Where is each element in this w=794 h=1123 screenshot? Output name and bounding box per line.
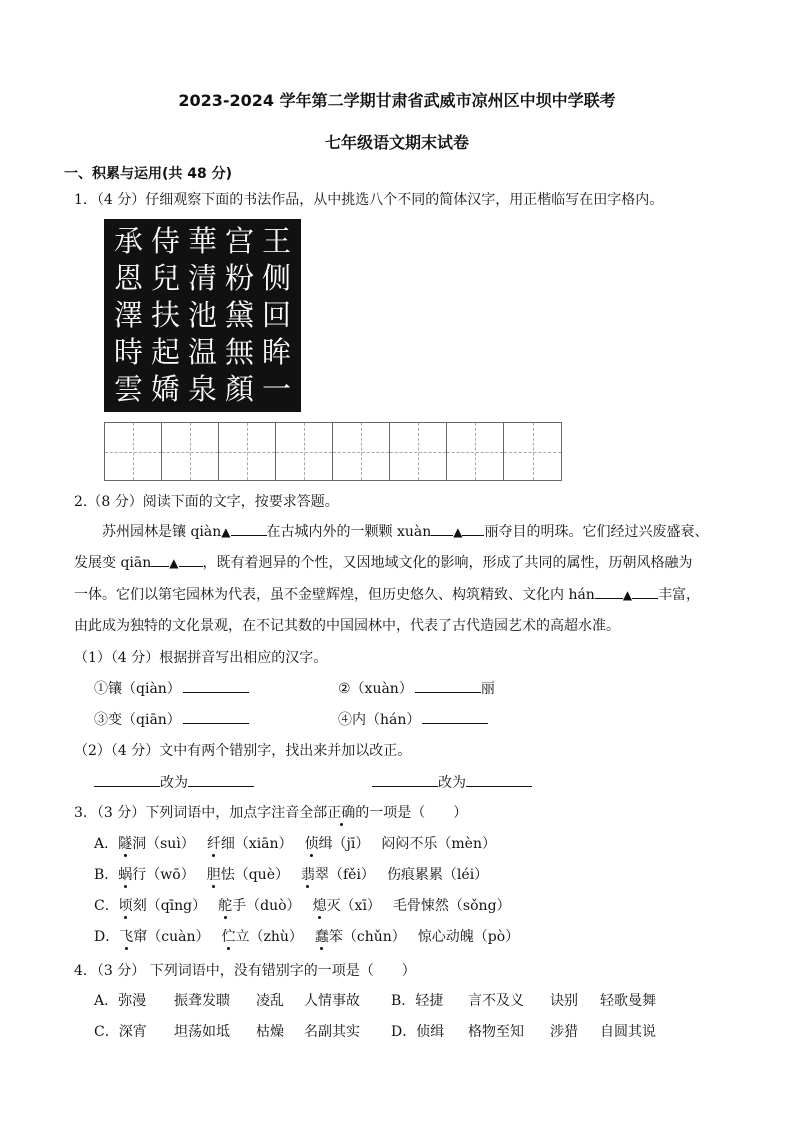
- q3-prompt: 3．（3 分）下列词语中，加点字注音全部正确的一项是（ ）: [74, 805, 468, 821]
- correction-pair-2: 改为: [372, 772, 532, 792]
- q3-option-c[interactable]: [94, 895, 511, 915]
- calligraphy-char: 顏: [224, 372, 254, 406]
- exam-title: 2023-2024 学年第二学期甘肃省武威市凉州区中坝中学联考: [178, 91, 616, 110]
- q2-item-1: ①镶（qiàn）: [94, 678, 249, 698]
- calligraphy-char: 起: [150, 335, 180, 369]
- option-word: 舵手（duò）: [218, 898, 301, 914]
- q4-option-item: 振聋发聩: [174, 993, 230, 1009]
- calligraphy-char: 澤: [114, 298, 144, 332]
- right-char-blank-2[interactable]: [466, 772, 532, 787]
- option-word: 飞窜（cuàn）: [119, 929, 210, 945]
- q2-sub2: （2）（4 分）文中有两个错别字，找出来并加以改正。: [74, 743, 412, 759]
- answer-blank-1[interactable]: [183, 678, 249, 693]
- option-label: C．: [94, 898, 119, 914]
- answer-blank-2[interactable]: [415, 678, 481, 693]
- calligraphy-char: 泉: [187, 372, 217, 406]
- option-word: 蜗行（wō）: [118, 867, 195, 883]
- option-word: 熄灭（xī）: [312, 898, 381, 914]
- calligraphy-image: [104, 219, 301, 412]
- calligraphy-char: 嬌: [150, 372, 180, 406]
- correction-pair-1: 改为: [94, 772, 254, 792]
- passage-line-1: 苏州园林是镶 qiàn▲ 在古城内外的一颗颗 xuàn ▲ 丽夺目的明珠。它们经过兴废盛衰、: [102, 521, 708, 541]
- passage-line-2: 发展变 qiān ▲ ，既有着迥异的个性，又因地域文化的影响，形成了共同的属性，历朝风格融为: [74, 552, 693, 572]
- calligraphy-char: 温: [187, 335, 217, 369]
- answer-blank-3[interactable]: [183, 709, 249, 724]
- answer-blank-4[interactable]: [422, 709, 488, 724]
- option-word: 伤痕累累（léi）: [386, 867, 489, 883]
- calligraphy-char: 侧: [261, 261, 291, 295]
- calligraphy-char: 承: [114, 224, 144, 258]
- q3-option-a[interactable]: [94, 833, 496, 853]
- q4-prompt: 4．（3 分） 下列词语中，没有错别字的一项是（ ）: [74, 963, 416, 979]
- calligraphy-char: 粉: [224, 261, 254, 295]
- calligraphy-row: [104, 260, 301, 297]
- q4-option-item: 自圆其说: [600, 1024, 656, 1040]
- calligraphy-char: 清: [187, 261, 217, 295]
- option-word: 翡翠（fěi）: [300, 867, 375, 883]
- q2-prompt: 2.（8 分）阅读下面的文字，按要求答题。: [74, 494, 339, 510]
- q3-option-d[interactable]: [94, 926, 519, 946]
- q4-option-item[interactable]: D．侦缉: [391, 1024, 445, 1040]
- calligraphy-char: 時: [114, 335, 144, 369]
- wrong-char-blank-2[interactable]: [372, 772, 438, 787]
- calligraphy-char: 王: [261, 224, 291, 258]
- q4-option-item: 轻歌曼舞: [600, 993, 656, 1009]
- grid-cell[interactable]: [504, 423, 561, 480]
- q4-option-item: 格物至知: [468, 1024, 524, 1040]
- q2-item-4: ④内（hán）: [338, 709, 488, 729]
- calligraphy-char: 恩: [114, 261, 144, 295]
- grid-cell[interactable]: [162, 423, 219, 480]
- q4-option-item[interactable]: C．深宵: [94, 1024, 147, 1040]
- grid-cell[interactable]: [105, 423, 162, 480]
- option-label: A．: [94, 836, 119, 852]
- q4-option-item: 诀别: [550, 993, 578, 1009]
- option-word: 毛骨悚然（sǒng）: [392, 898, 511, 914]
- grid-cell[interactable]: [390, 423, 447, 480]
- q4-option-item[interactable]: A．弥漫: [94, 993, 147, 1009]
- calligraphy-row: [104, 371, 301, 408]
- section-heading: 一、积累与运用(共 48 分): [64, 166, 233, 182]
- option-word: 纤细（xiān）: [206, 836, 293, 852]
- calligraphy-char: 兒: [150, 261, 180, 295]
- wrong-char-blank-1[interactable]: [94, 772, 160, 787]
- grid-cell[interactable]: [333, 423, 390, 480]
- q4-option-item: 言不及义: [468, 993, 524, 1009]
- option-word: 伫立（zhù）: [221, 929, 303, 945]
- calligraphy-char: 雲: [114, 372, 144, 406]
- calligraphy-char: 無: [224, 335, 254, 369]
- right-char-blank-1[interactable]: [188, 772, 254, 787]
- q4-option-item: 凌乱: [256, 993, 284, 1009]
- option-word: 侦缉（jī）: [304, 836, 370, 852]
- exam-subtitle: 七年级语文期末试卷: [324, 133, 469, 152]
- q4-option-item: 坦荡如坻: [174, 1024, 230, 1040]
- q1-prompt: 1．（4 分）仔细观察下面的书法作品，从中挑选八个不同的简体汉字，用正楷临写在田字格内。: [74, 192, 664, 208]
- calligraphy-char: 回: [261, 298, 291, 332]
- option-word: 顷刻（qīng）: [118, 898, 207, 914]
- tianzige-grid[interactable]: [104, 422, 562, 481]
- calligraphy-char: 華: [187, 224, 217, 258]
- option-word: 蠢笨（chǔn）: [314, 929, 406, 945]
- passage-line-4: 由此成为独特的文化景观，在不记其数的中国园林中，代表了古代造园艺术的高超水准。: [74, 618, 620, 634]
- grid-cell[interactable]: [447, 423, 504, 480]
- q4-option-item: 名副其实: [304, 1024, 360, 1040]
- calligraphy-row: [104, 334, 301, 371]
- calligraphy-row: [104, 297, 301, 334]
- option-word: 惊心动魄（pò）: [417, 929, 520, 945]
- option-word: 隧洞（suì）: [118, 836, 195, 852]
- q3-option-b[interactable]: [94, 864, 488, 884]
- calligraphy-char: 一: [261, 372, 291, 406]
- q4-option-item: 人情事故: [304, 993, 360, 1009]
- calligraphy-char: 黛: [224, 298, 254, 332]
- calligraphy-char: 侍: [150, 224, 180, 258]
- calligraphy-row: [104, 223, 301, 260]
- calligraphy-char: 扶: [150, 298, 180, 332]
- option-label: D．: [94, 929, 120, 945]
- option-word: 闷闷不乐（mèn）: [381, 836, 496, 852]
- calligraphy-char: 池: [187, 298, 217, 332]
- q4-option-item: 涉猎: [550, 1024, 578, 1040]
- q2-item-3: ③变（qiān）: [94, 709, 249, 729]
- q2-item-2: ②（xuàn） 丽: [338, 678, 495, 698]
- calligraphy-char: 宫: [224, 224, 254, 258]
- q4-option-item: 枯燥: [256, 1024, 284, 1040]
- option-word: 胆怯（què）: [206, 867, 289, 883]
- calligraphy-char: 眸: [261, 335, 291, 369]
- option-label: B．: [94, 867, 119, 883]
- grid-cell[interactable]: [219, 423, 276, 480]
- passage-line-3: 一体。它们以第宅园林为代表，虽不金壁辉煌，但历史悠久、构筑精致、文化内 hán ▲ 丰富，: [74, 584, 700, 604]
- grid-cell[interactable]: [276, 423, 333, 480]
- q2-sub1: （1）（4 分）根据拼音写出相应的汉字。: [74, 650, 328, 666]
- q4-option-item[interactable]: B．轻捷: [391, 993, 444, 1009]
